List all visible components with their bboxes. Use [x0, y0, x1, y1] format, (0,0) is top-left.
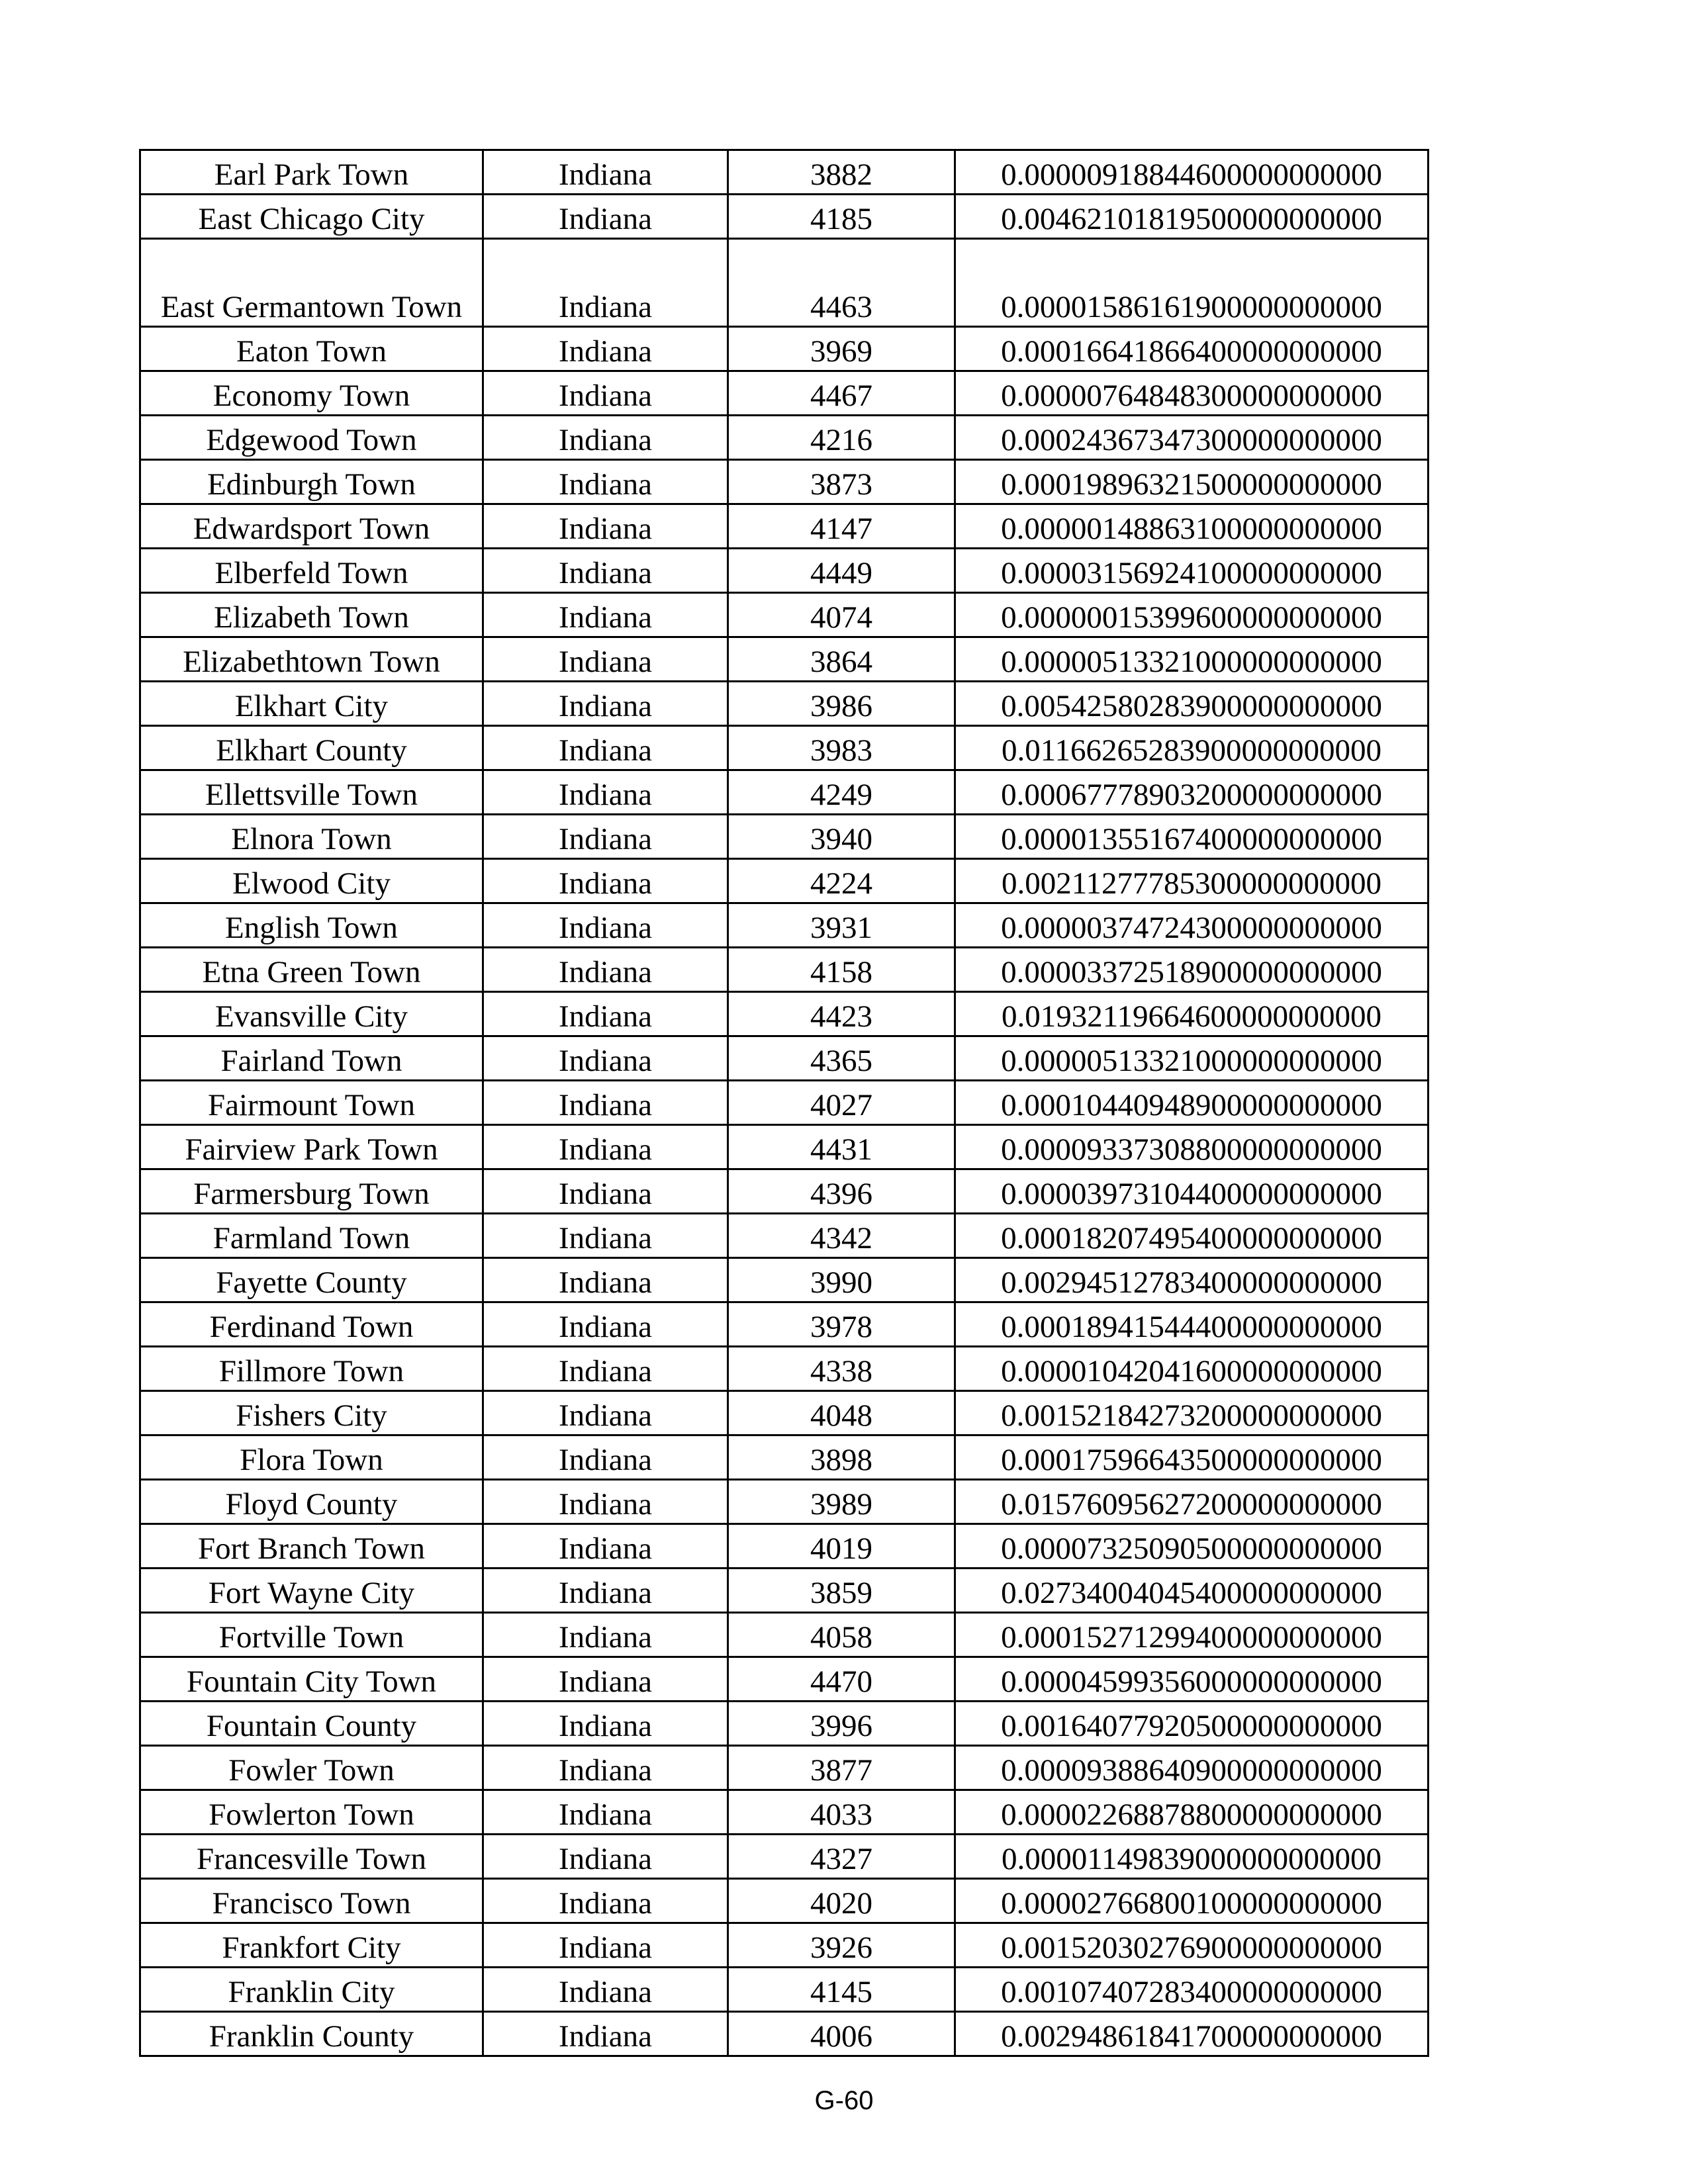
- code-cell: 3996: [728, 1702, 955, 1746]
- state-cell: Indiana: [483, 327, 728, 371]
- municipality-cell: Fairview Park Town: [140, 1125, 483, 1169]
- municipality-cell: Etna Green Town: [140, 948, 483, 992]
- table-row: [140, 1435, 1429, 1480]
- code-cell: 4431: [728, 1125, 955, 1169]
- code-cell: 4423: [728, 992, 955, 1036]
- municipality-cell: Fortville Town: [140, 1613, 483, 1657]
- table-row: [140, 549, 1429, 593]
- table-body: [140, 150, 1429, 2056]
- table-row: [140, 1569, 1429, 1613]
- code-cell: 4145: [728, 1968, 955, 2012]
- table-row: [140, 460, 1429, 504]
- municipality-cell: Flora Town: [140, 1435, 483, 1480]
- data-table: [139, 149, 1429, 2057]
- table-row: [140, 1923, 1429, 1968]
- table-row: [140, 992, 1429, 1036]
- municipality-cell: Edinburgh Town: [140, 460, 483, 504]
- table-row: [140, 682, 1429, 726]
- value-cell: 0.00462101819500000000000: [955, 195, 1429, 239]
- code-cell: 3926: [728, 1923, 955, 1968]
- state-cell: Indiana: [483, 1258, 728, 1302]
- code-cell: 4249: [728, 770, 955, 815]
- code-cell: 4365: [728, 1036, 955, 1081]
- code-cell: 4020: [728, 1879, 955, 1923]
- value-cell: 0.00015271299400000000000: [955, 1613, 1429, 1657]
- value-cell: 0.00000918844600000000000: [955, 150, 1429, 195]
- table-row: [140, 1302, 1429, 1347]
- state-cell: Indiana: [483, 1657, 728, 1702]
- table-row: [140, 1036, 1429, 1081]
- table-row: [140, 859, 1429, 903]
- value-cell: 0.00002268878800000000000: [955, 1790, 1429, 1835]
- value-cell: 0.00009388640900000000000: [955, 1746, 1429, 1790]
- state-cell: Indiana: [483, 1524, 728, 1569]
- value-cell: 0.00000374724300000000000: [955, 903, 1429, 948]
- table-row: [140, 948, 1429, 992]
- municipality-cell: Fillmore Town: [140, 1347, 483, 1391]
- municipality-cell: Farmland Town: [140, 1214, 483, 1258]
- state-cell: Indiana: [483, 1790, 728, 1835]
- table-row: [140, 1746, 1429, 1790]
- municipality-cell: Elberfeld Town: [140, 549, 483, 593]
- code-cell: 4147: [728, 504, 955, 549]
- value-cell: 0.01932119664600000000000: [955, 992, 1429, 1036]
- state-cell: Indiana: [483, 1835, 728, 1879]
- value-cell: 0.00107407283400000000000: [955, 1968, 1429, 2012]
- code-cell: 4467: [728, 371, 955, 416]
- code-cell: 4033: [728, 1790, 955, 1835]
- value-cell: 0.01576095627200000000000: [955, 1480, 1429, 1524]
- code-cell: 4006: [728, 2012, 955, 2056]
- code-cell: 3898: [728, 1435, 955, 1480]
- municipality-cell: Fountain City Town: [140, 1657, 483, 1702]
- code-cell: 3859: [728, 1569, 955, 1613]
- code-cell: 3882: [728, 150, 955, 195]
- table-row: [140, 1169, 1429, 1214]
- municipality-cell: Elkhart County: [140, 726, 483, 770]
- table-row: [140, 371, 1429, 416]
- municipality-cell: English Town: [140, 903, 483, 948]
- state-cell: Indiana: [483, 1125, 728, 1169]
- value-cell: 0.00003372518900000000000: [955, 948, 1429, 992]
- municipality-cell: Franklin County: [140, 2012, 483, 2056]
- state-cell: Indiana: [483, 549, 728, 593]
- value-cell: 0.00018207495400000000000: [955, 1214, 1429, 1258]
- table-row: [140, 416, 1429, 460]
- code-cell: 3940: [728, 815, 955, 859]
- municipality-cell: Elkhart City: [140, 682, 483, 726]
- value-cell: 0.00018941544400000000000: [955, 1302, 1429, 1347]
- code-cell: 3864: [728, 637, 955, 682]
- table-row: [140, 504, 1429, 549]
- table-row: [140, 1702, 1429, 1746]
- value-cell: 0.00001586161900000000000: [955, 239, 1429, 327]
- table-row: [140, 195, 1429, 239]
- municipality-cell: Fort Wayne City: [140, 1569, 483, 1613]
- code-cell: 3877: [728, 1746, 955, 1790]
- value-cell: 0.00009337308800000000000: [955, 1125, 1429, 1169]
- municipality-cell: Fowlerton Town: [140, 1790, 483, 1835]
- value-cell: 0.00294512783400000000000: [955, 1258, 1429, 1302]
- table-row: [140, 1613, 1429, 1657]
- code-cell: 4396: [728, 1169, 955, 1214]
- code-cell: 3969: [728, 327, 955, 371]
- value-cell: 0.00294861841700000000000: [955, 2012, 1429, 2056]
- table-row: [140, 903, 1429, 948]
- state-cell: Indiana: [483, 504, 728, 549]
- table-row: [140, 1214, 1429, 1258]
- table-row: [140, 1258, 1429, 1302]
- municipality-cell: Francesville Town: [140, 1835, 483, 1879]
- state-cell: Indiana: [483, 371, 728, 416]
- value-cell: 0.00019896321500000000000: [955, 460, 1429, 504]
- municipality-cell: Franklin City: [140, 1968, 483, 2012]
- value-cell: 0.01166265283900000000000: [955, 726, 1429, 770]
- code-cell: 3931: [728, 903, 955, 948]
- value-cell: 0.00164077920500000000000: [955, 1702, 1429, 1746]
- code-cell: 4338: [728, 1347, 955, 1391]
- municipality-cell: Fayette County: [140, 1258, 483, 1302]
- municipality-cell: Economy Town: [140, 371, 483, 416]
- state-cell: Indiana: [483, 416, 728, 460]
- state-cell: Indiana: [483, 1036, 728, 1081]
- municipality-cell: Francisco Town: [140, 1879, 483, 1923]
- table-row: [140, 1968, 1429, 2012]
- municipality-cell: Farmersburg Town: [140, 1169, 483, 1214]
- value-cell: 0.02734004045400000000000: [955, 1569, 1429, 1613]
- value-cell: 0.00542580283900000000000: [955, 682, 1429, 726]
- value-cell: 0.00000513321000000000000: [955, 637, 1429, 682]
- value-cell: 0.00016641866400000000000: [955, 327, 1429, 371]
- state-cell: Indiana: [483, 1613, 728, 1657]
- state-cell: Indiana: [483, 637, 728, 682]
- code-cell: 4216: [728, 416, 955, 460]
- state-cell: Indiana: [483, 593, 728, 637]
- code-cell: 4027: [728, 1081, 955, 1125]
- state-cell: Indiana: [483, 1968, 728, 2012]
- municipality-cell: Edgewood Town: [140, 416, 483, 460]
- table-row: [140, 1524, 1429, 1569]
- state-cell: Indiana: [483, 150, 728, 195]
- state-cell: Indiana: [483, 1214, 728, 1258]
- value-cell: 0.00001042041600000000000: [955, 1347, 1429, 1391]
- municipality-cell: Fowler Town: [140, 1746, 483, 1790]
- state-cell: Indiana: [483, 1169, 728, 1214]
- state-cell: Indiana: [483, 1081, 728, 1125]
- value-cell: 0.00007325090500000000000: [955, 1524, 1429, 1569]
- table-row: [140, 2012, 1429, 2056]
- state-cell: Indiana: [483, 992, 728, 1036]
- municipality-cell: Earl Park Town: [140, 150, 483, 195]
- table-row: [140, 593, 1429, 637]
- value-cell: 0.00211277785300000000000: [955, 859, 1429, 903]
- table-row: [140, 239, 1429, 327]
- state-cell: Indiana: [483, 948, 728, 992]
- municipality-cell: East Germantown Town: [140, 239, 483, 327]
- value-cell: 0.00067778903200000000000: [955, 770, 1429, 815]
- value-cell: 0.00002766800100000000000: [955, 1879, 1429, 1923]
- state-cell: Indiana: [483, 770, 728, 815]
- municipality-cell: Edwardsport Town: [140, 504, 483, 549]
- state-cell: Indiana: [483, 1435, 728, 1480]
- table-row: [140, 1879, 1429, 1923]
- value-cell: 0.00003156924100000000000: [955, 549, 1429, 593]
- table-row: [140, 1790, 1429, 1835]
- value-cell: 0.00000513321000000000000: [955, 1036, 1429, 1081]
- code-cell: 3986: [728, 682, 955, 726]
- municipality-cell: Ellettsville Town: [140, 770, 483, 815]
- table-row: [140, 1081, 1429, 1125]
- state-cell: Indiana: [483, 2012, 728, 2056]
- table-row: [140, 770, 1429, 815]
- state-cell: Indiana: [483, 1746, 728, 1790]
- code-cell: 4185: [728, 195, 955, 239]
- code-cell: 4327: [728, 1835, 955, 1879]
- code-cell: 4158: [728, 948, 955, 992]
- code-cell: 4048: [728, 1391, 955, 1435]
- municipality-cell: East Chicago City: [140, 195, 483, 239]
- code-cell: 3990: [728, 1258, 955, 1302]
- value-cell: 0.00000148863100000000000: [955, 504, 1429, 549]
- value-cell: 0.00000015399600000000000: [955, 593, 1429, 637]
- municipality-cell: Elwood City: [140, 859, 483, 903]
- municipality-cell: Evansville City: [140, 992, 483, 1036]
- value-cell: 0.00010440948900000000000: [955, 1081, 1429, 1125]
- table-row: [140, 637, 1429, 682]
- code-cell: 4463: [728, 239, 955, 327]
- municipality-cell: Fairmount Town: [140, 1081, 483, 1125]
- municipality-cell: Elizabethtown Town: [140, 637, 483, 682]
- code-cell: 3978: [728, 1302, 955, 1347]
- code-cell: 3983: [728, 726, 955, 770]
- table-row: [140, 1835, 1429, 1879]
- state-cell: Indiana: [483, 1391, 728, 1435]
- municipality-cell: Elizabeth Town: [140, 593, 483, 637]
- state-cell: Indiana: [483, 460, 728, 504]
- municipality-cell: Elnora Town: [140, 815, 483, 859]
- table-row: [140, 150, 1429, 195]
- value-cell: 0.00000764848300000000000: [955, 371, 1429, 416]
- code-cell: 4224: [728, 859, 955, 903]
- table-row: [140, 1391, 1429, 1435]
- code-cell: 4019: [728, 1524, 955, 1569]
- municipality-cell: Fairland Town: [140, 1036, 483, 1081]
- table-row: [140, 1480, 1429, 1524]
- state-cell: Indiana: [483, 815, 728, 859]
- code-cell: 4342: [728, 1214, 955, 1258]
- value-cell: 0.00001355167400000000000: [955, 815, 1429, 859]
- code-cell: 4470: [728, 1657, 955, 1702]
- state-cell: Indiana: [483, 903, 728, 948]
- table-row: [140, 1657, 1429, 1702]
- value-cell: 0.00004599356000000000000: [955, 1657, 1429, 1702]
- state-cell: Indiana: [483, 1923, 728, 1968]
- code-cell: 3873: [728, 460, 955, 504]
- municipality-cell: Fountain County: [140, 1702, 483, 1746]
- municipality-cell: Floyd County: [140, 1480, 483, 1524]
- state-cell: Indiana: [483, 726, 728, 770]
- value-cell: 0.00152030276900000000000: [955, 1923, 1429, 1968]
- state-cell: Indiana: [483, 195, 728, 239]
- page-number: G-60: [814, 2086, 874, 2115]
- municipality-cell: Ferdinand Town: [140, 1302, 483, 1347]
- municipality-cell: Fishers City: [140, 1391, 483, 1435]
- state-cell: Indiana: [483, 1879, 728, 1923]
- state-cell: Indiana: [483, 1702, 728, 1746]
- table-row: [140, 327, 1429, 371]
- state-cell: Indiana: [483, 1302, 728, 1347]
- municipality-cell: Fort Branch Town: [140, 1524, 483, 1569]
- state-cell: Indiana: [483, 1569, 728, 1613]
- municipality-cell: Eaton Town: [140, 327, 483, 371]
- value-cell: 0.00152184273200000000000: [955, 1391, 1429, 1435]
- state-cell: Indiana: [483, 859, 728, 903]
- code-cell: 3989: [728, 1480, 955, 1524]
- state-cell: Indiana: [483, 239, 728, 327]
- code-cell: 4058: [728, 1613, 955, 1657]
- table-row: [140, 815, 1429, 859]
- municipality-cell: Frankfort City: [140, 1923, 483, 1968]
- table-row: [140, 1125, 1429, 1169]
- code-cell: 4449: [728, 549, 955, 593]
- value-cell: 0.00024367347300000000000: [955, 416, 1429, 460]
- value-cell: 0.00003973104400000000000: [955, 1169, 1429, 1214]
- table-row: [140, 726, 1429, 770]
- table-row: [140, 1347, 1429, 1391]
- state-cell: Indiana: [483, 1480, 728, 1524]
- state-cell: Indiana: [483, 682, 728, 726]
- value-cell: 0.00001149839000000000000: [955, 1835, 1429, 1879]
- value-cell: 0.00017596643500000000000: [955, 1435, 1429, 1480]
- code-cell: 4074: [728, 593, 955, 637]
- state-cell: Indiana: [483, 1347, 728, 1391]
